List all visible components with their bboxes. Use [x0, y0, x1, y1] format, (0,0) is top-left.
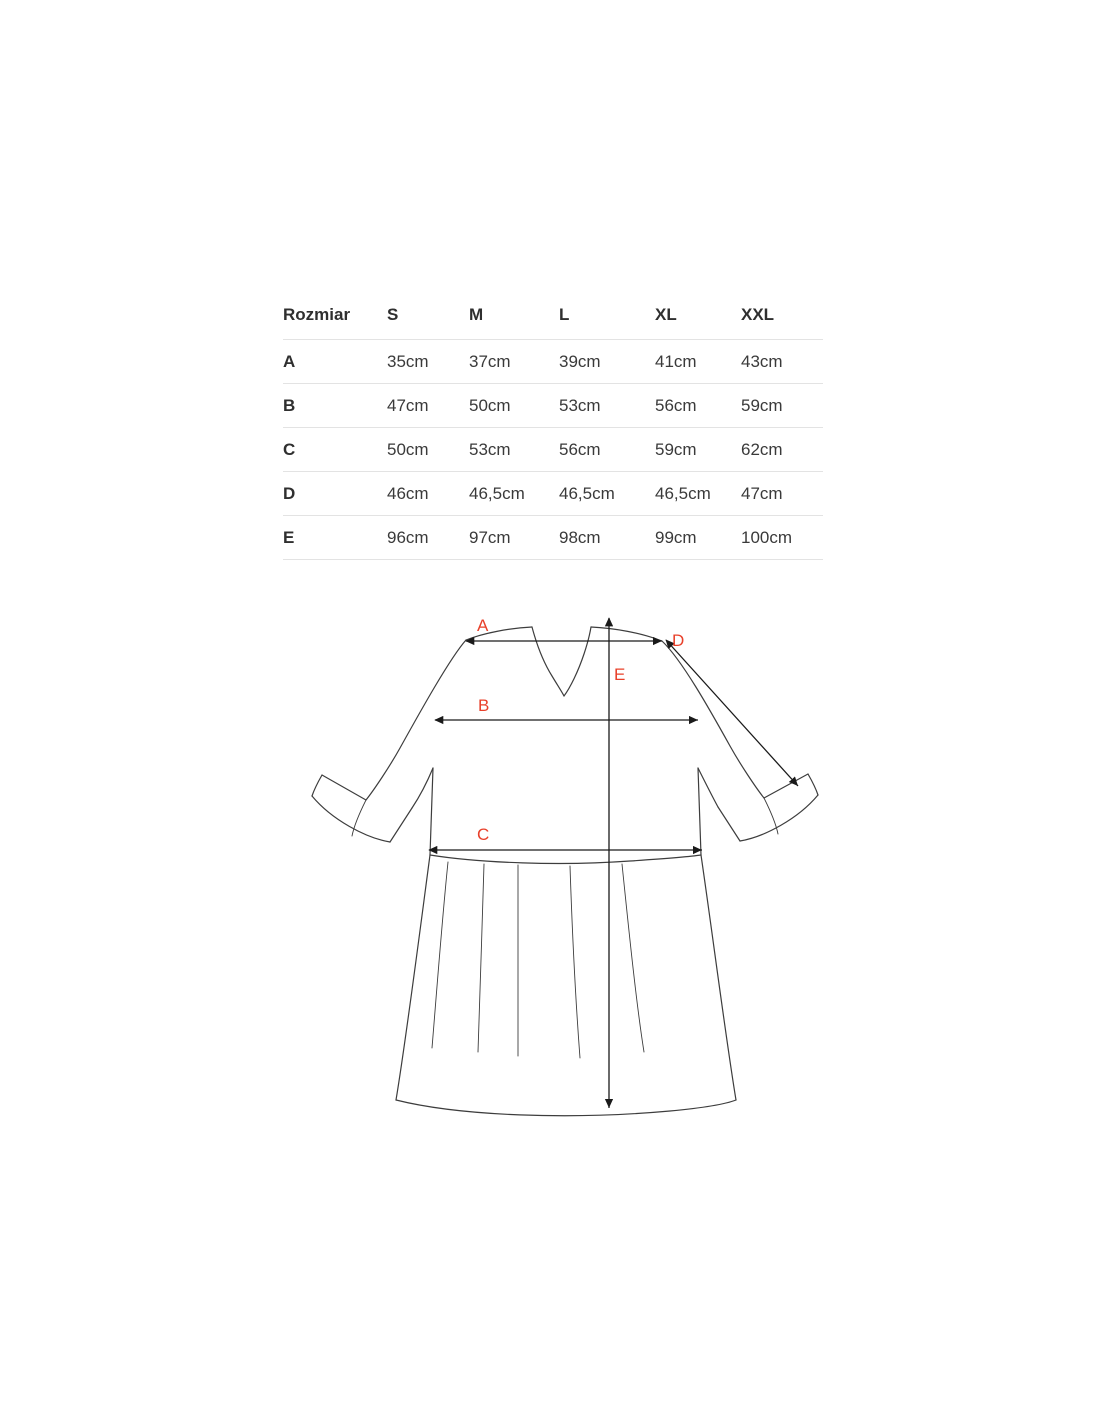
- cell-b-xxl: 59cm: [741, 384, 823, 428]
- cell-b-s: 47cm: [387, 384, 469, 428]
- dress-outline-icon: [312, 627, 818, 1116]
- cell-a-s: 35cm: [387, 340, 469, 384]
- measure-label-d: D: [672, 631, 685, 650]
- cell-b-m: 50cm: [469, 384, 559, 428]
- size-table-head: [283, 293, 823, 340]
- column-header-s: S: [387, 293, 469, 340]
- measurement-arrows: [429, 618, 798, 1108]
- cell-c-s: 50cm: [387, 428, 469, 472]
- table-header-row: [283, 293, 823, 340]
- column-header-xl: XL: [655, 293, 741, 340]
- table-row: [283, 384, 823, 428]
- table-row: [283, 472, 823, 516]
- measure-line-d: [666, 640, 798, 786]
- measure-label-e: E: [614, 665, 626, 684]
- row-label-c: C: [283, 428, 387, 472]
- cell-a-l: 39cm: [559, 340, 655, 384]
- cell-d-l: 46,5cm: [559, 472, 655, 516]
- cell-d-xxl: 47cm: [741, 472, 823, 516]
- cell-e-xxl: 100cm: [741, 516, 823, 560]
- cell-e-xl: 99cm: [655, 516, 741, 560]
- measure-label-c: C: [477, 825, 490, 844]
- column-header-l: L: [559, 293, 655, 340]
- cell-b-l: 53cm: [559, 384, 655, 428]
- cell-d-xl: 46,5cm: [655, 472, 741, 516]
- column-header-xxl: XXL: [741, 293, 823, 340]
- column-header-rozmiar: Rozmiar: [283, 293, 387, 340]
- size-table-container: [283, 293, 823, 560]
- row-label-b: B: [283, 384, 387, 428]
- cell-c-xxl: 62cm: [741, 428, 823, 472]
- cell-c-m: 53cm: [469, 428, 559, 472]
- dress-measurement-diagram: [270, 600, 840, 1160]
- cell-a-xxl: 43cm: [741, 340, 823, 384]
- cell-e-l: 98cm: [559, 516, 655, 560]
- row-label-e: E: [283, 516, 387, 560]
- cell-c-xl: 59cm: [655, 428, 741, 472]
- size-table: [283, 293, 823, 560]
- table-row: [283, 340, 823, 384]
- size-table-body: [283, 340, 823, 560]
- cell-b-xl: 56cm: [655, 384, 741, 428]
- measurement-labels: [477, 616, 684, 844]
- table-row: [283, 428, 823, 472]
- cell-a-m: 37cm: [469, 340, 559, 384]
- row-label-d: D: [283, 472, 387, 516]
- cell-d-s: 46cm: [387, 472, 469, 516]
- cell-a-xl: 41cm: [655, 340, 741, 384]
- cell-d-m: 46,5cm: [469, 472, 559, 516]
- column-header-m: M: [469, 293, 559, 340]
- measure-label-a: A: [477, 616, 489, 635]
- cell-e-m: 97cm: [469, 516, 559, 560]
- row-label-a: A: [283, 340, 387, 384]
- cell-c-l: 56cm: [559, 428, 655, 472]
- cell-e-s: 96cm: [387, 516, 469, 560]
- measure-label-b: B: [478, 696, 490, 715]
- table-row: [283, 516, 823, 560]
